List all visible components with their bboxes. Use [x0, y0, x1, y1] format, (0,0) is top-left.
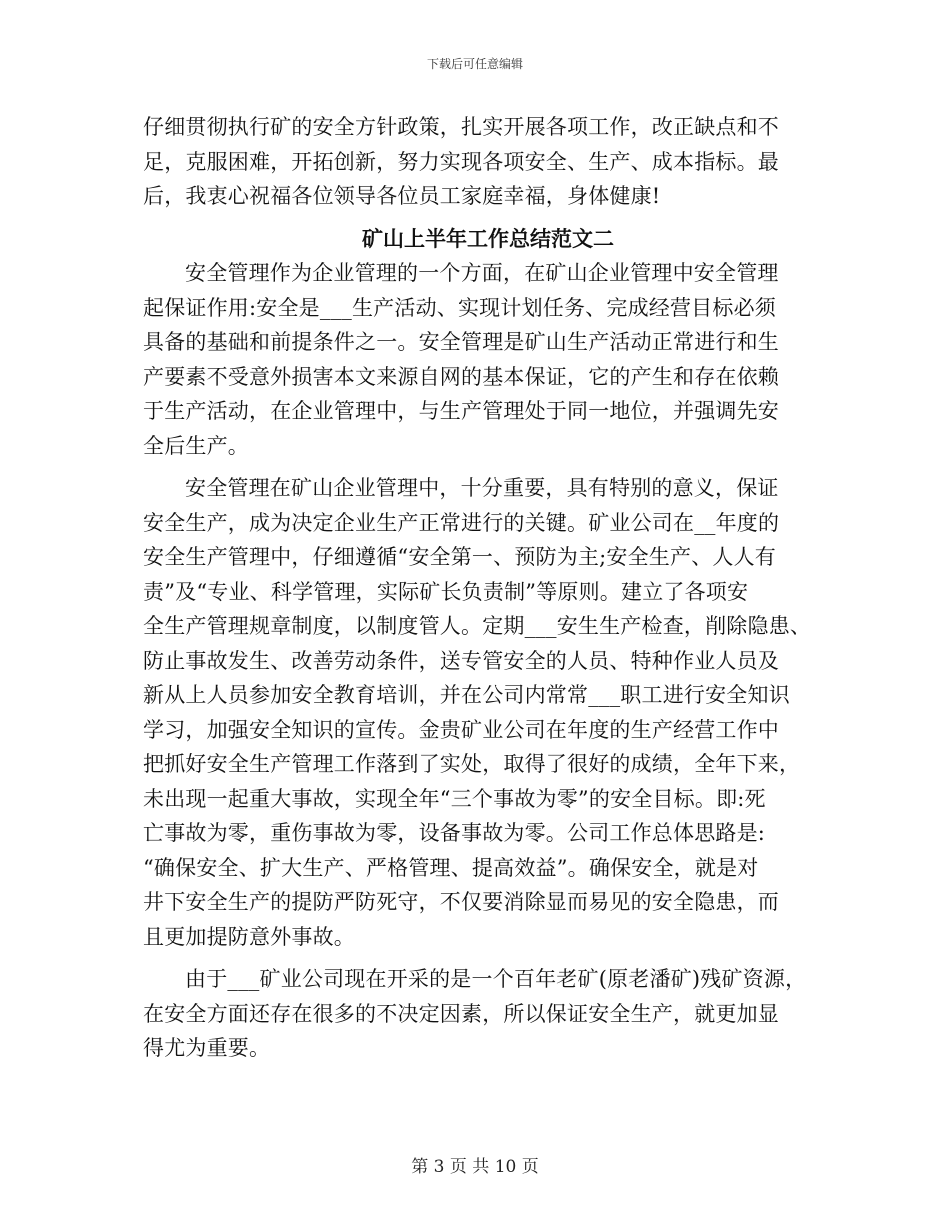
text-line: 井下安全生产的提防严防死守，不仅要消除显而易见的安全隐患，而	[143, 890, 779, 914]
text-line: 后，我衷心祝福各位领导各位员工家庭幸福，身体健康!	[143, 184, 661, 208]
text-line: 于生产活动，在企业管理中，与生产管理处于同一地位，并强调先安	[143, 399, 779, 423]
text-line: 得尤为重要。	[143, 1036, 271, 1060]
text-line: 把抓好安全生产管理工作落到了实处，取得了很好的成绩，全年下来，	[143, 752, 801, 776]
paragraph-continuation	[143, 110, 823, 214]
text-line: “确保安全、扩大生产、严格管理、提高效益”。确保安全，就是对	[143, 855, 759, 880]
text-line: 起保证作用:安全是___生产活动、实现计划任务、完成经营目标必须	[143, 295, 776, 320]
text-line: 安全生产，成为决定企业生产正常进行的关键。矿业公司在__年度的	[143, 510, 780, 535]
text-line: 学习，加强安全知识的宣传。金贵矿业公司在年度的生产经营工作中	[143, 717, 779, 742]
text-line: 全后生产。	[143, 433, 249, 458]
text-line: 全生产管理规章制度，以制度管人。定期___安生生产检查，削除隐患、	[143, 614, 812, 638]
text-line: 具备的基础和前提条件之一。安全管理是矿山生产活动正常进行和生	[143, 330, 779, 354]
paragraph	[143, 471, 823, 954]
text-line: 产要素不受意外损害本文来源自网的基本保证，它的产生和存在依赖	[143, 364, 779, 389]
paragraph	[143, 962, 823, 1066]
text-line: 责”及“专业、科学管理，实际矿长负责制”等原则。建立了各项安	[143, 579, 749, 604]
section-title: 矿山上半年工作总结范文二	[362, 225, 614, 251]
text-line: 未出现一起重大事故，实现全年“三个事故为零”的安全目标。即:死	[143, 786, 766, 811]
paragraph	[143, 256, 823, 463]
text-line: 安全管理在矿山企业管理中，十分重要，具有特别的意义，保证	[185, 476, 779, 500]
text-line: 由于___矿业公司现在开采的是一个百年老矿(原老潘矿)残矿资源，	[185, 967, 807, 991]
text-line: 新从上人员参加安全教育培训，并在公司内常常___职工进行安全知识	[143, 683, 790, 707]
document-body	[143, 110, 823, 1074]
text-line: 且更加提防意外事故。	[143, 924, 355, 949]
page-number: 第 3 页 共 10 页	[411, 1157, 539, 1177]
text-line: 防止事故发生、改善劳动条件，送专管安全的人员、特种作业人员及	[143, 648, 779, 673]
header-note: 下载后可任意编辑	[426, 57, 523, 71]
text-line: 仔细贯彻执行矿的安全方针政策，扎实开展各项工作，改正缺点和不	[143, 115, 779, 139]
text-line: 安全管理作为企业管理的一个方面，在矿山企业管理中安全管理	[185, 261, 779, 285]
text-line: 足，克服困难，开拓创新，努力实现各项安全、生产、成本指标。最	[143, 149, 779, 174]
text-line: 在安全方面还存在很多的不决定因素，所以保证安全生产，就更加显	[143, 1001, 779, 1026]
text-line: 安全生产管理中，仔细遵循“安全第一、预防为主;安全生产、人人有	[143, 545, 777, 569]
text-line: 亡事故为零，重伤事故为零，设备事故为零。公司工作总体思路是:	[143, 821, 766, 845]
